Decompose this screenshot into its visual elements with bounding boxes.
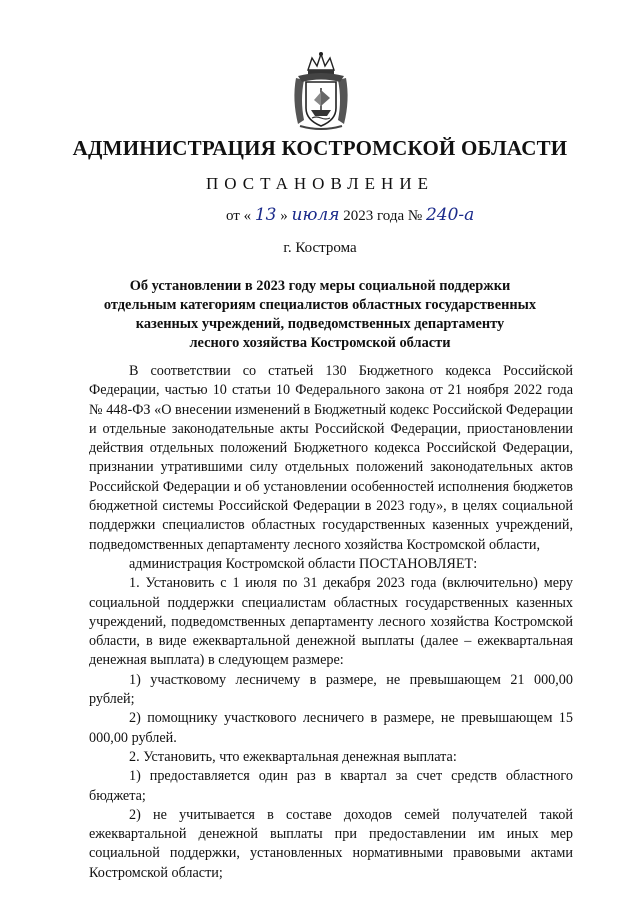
clause-2-item-2: 2) не учитывается в составе доходов семей получателей такой ежеквартальной денежной выплаты при предоставлении им иных мер социальной поддержки, установленных нормативными правовыми актами Костромской области;	[89, 806, 573, 881]
clause-2-item-1: 1) предоставляется один раз в квартал за счет средств областного бюджета;	[89, 768, 573, 804]
resolution-statement: администрация Костромской области ПОСТАНОВЛЯЕТ:	[129, 555, 478, 572]
document-date-line	[226, 205, 474, 225]
date-year-text: 2023 года №	[343, 208, 423, 224]
title-line: Об установлении в 2023 году меры социальной поддержки	[129, 278, 511, 294]
document-body	[89, 362, 573, 883]
title-line: отдельным категориям специалистов областных государственных	[103, 297, 537, 313]
clause-2: 2. Установить, что ежеквартальная денежная выплата:	[129, 748, 457, 765]
kostroma-coat-of-arms-icon	[290, 50, 352, 132]
clause-1-item-1: 1) участковому лесничему в размере, не превышающем 21 000,00 рублей;	[89, 671, 573, 708]
organization-name: АДМИНИСТРАЦИЯ КОСТРОМСКОЙ ОБЛАСТИ	[72, 136, 568, 160]
clause-1-item-2: 2) помощнику участкового лесничего в размере, не превышающем 15 000,00 рублей.	[89, 710, 573, 746]
date-day-handwritten: 13	[254, 205, 277, 225]
clause-1: 1. Установить с 1 июля по 31 декабря 2023 года (включительно) меру социальной поддержки специалистам областных государственных казенных учреждений, подведомственных департаменту лесного хозяйства Костромской области, в виде ежеквартальной денежной выплаты (далее – ежеквартальная денежная выплата) в следующем размере:	[89, 575, 573, 669]
date-month-handwritten: июля	[291, 205, 340, 225]
date-quote-close: »	[280, 208, 288, 224]
title-line: лесного хозяйства Костромской области	[189, 335, 451, 351]
city-name: г. Кострома	[283, 240, 357, 256]
document-title	[90, 277, 550, 353]
date-prefix: от «	[226, 208, 252, 224]
preamble-paragraph: В соответствии со статьей 130 Бюджетного кодекса Российской Федерации, частью 10 статьи 10 Федерального закона от 21 ноября 2022 года № 448-ФЗ «О внесении изменений в Бюджетный кодекс Российской Федерации и отдельные законодательные акты Российской Федерации, приостановлении действия отдельных положений Бюджетного кодекса Российской Федерации, признании утратившими силу отдельных положений законодательных актов Российской Федерации и об установлении особенностей исполнения бюджетов бюджетной системы Российской Федерации в 2023 году», в целях социальной поддержки специалистов областных государственных казенных учреждений, подведомственных департаменту лесного хозяйства Костромской области,	[89, 363, 573, 553]
document-number-handwritten: 240-а	[425, 205, 475, 225]
document-type: ПОСТАНОВЛЕНИЕ	[205, 174, 434, 193]
title-line: казенных учреждений, подведомственных департаменту	[135, 316, 505, 332]
